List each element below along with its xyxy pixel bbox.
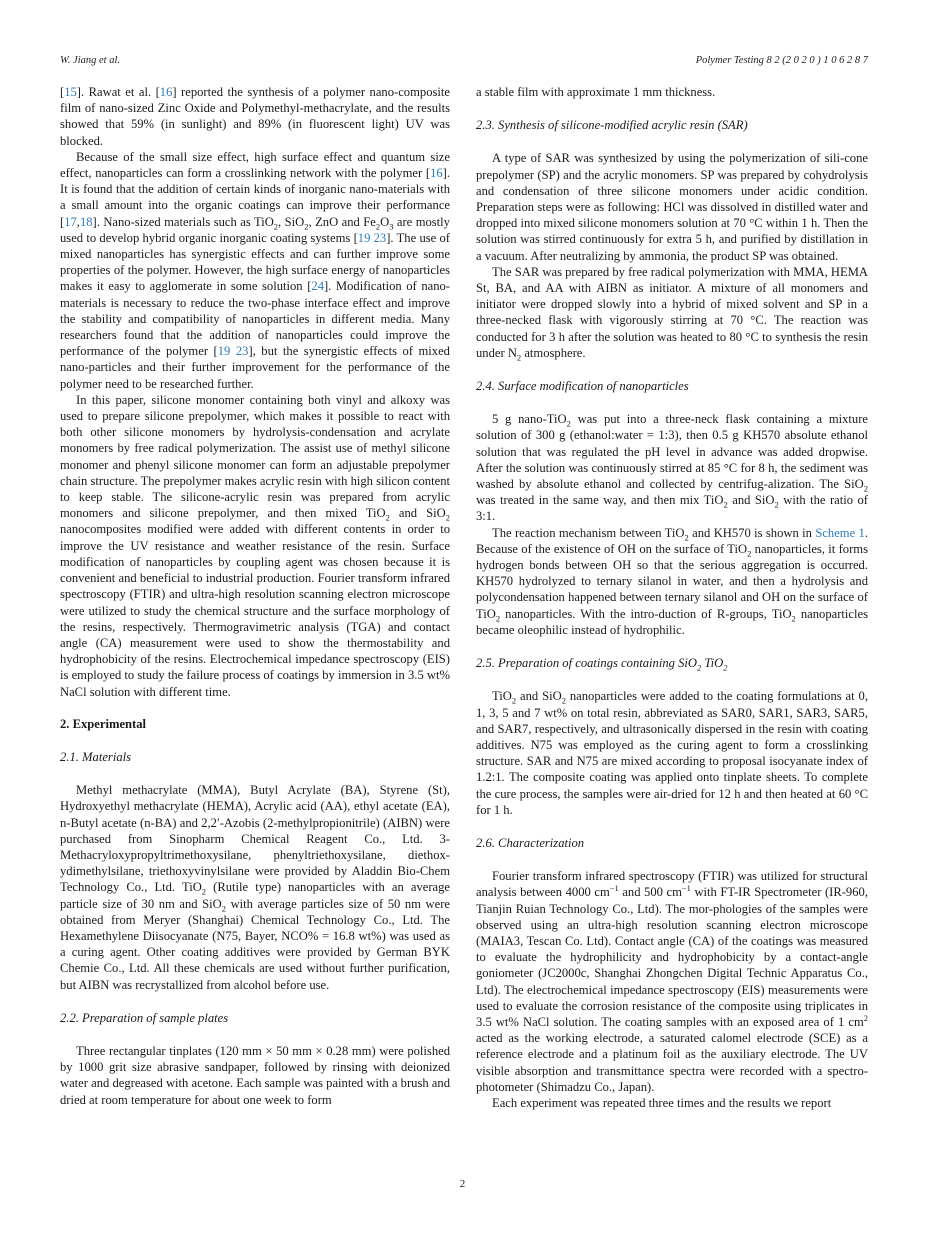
citation-link[interactable]: 16 <box>159 85 173 99</box>
subsection-heading: 2.5. Preparation of coatings containing SiO$_2$ TiO$_2$ <box>476 656 728 673</box>
page-number: 2 <box>459 1178 466 1190</box>
paragraph: Because of the small size effect, high surface effect and quantum size effect, nanoparticles can form a crosslinking network with the polymer [16]. It is found that the addition of certain kinds of inorganic nano-materials with a small amount into the organic coatings can improve their performance [17,18]. Nano-sized materials such as TiO$_2$, SiO$_2$, ZnO and $Fe_2O_3$ are mostly used to develop hybrid organic inorganic coating systems [19 23]. The use of mixed nanoparticles has synergistic effects and can further improve some properties of the polymer. However, the high surface energy of nanoparticles makes it easy to agglomerate in some solution [24]. Modification of nano-materials is necessary to reduce the two-phase interface effect and improve the stability and compatibility of nanoparticles in different media. Many researchers found that the addition of nanoparticles could improve the performance of the polymer [19 23], but the synergistic effects of mixed nano-particles and their further improvement for the performance of the polymer need to be researched further. <box>60 149 450 391</box>
paragraph: Methyl methacrylate (MMA), Butyl Acrylate (BA), Styrene (St), Hydroxyethyl methacrylate (HEMA), Acrylic acid (AA), ethyl acetate (EA), n-Butyl acetate (n-BA) and 2,2′-Azobis (2-methylpropionitrile) (AIBN) were purchased from Sinopharm Chemical Reagent Co., Ltd. 3-Methacryloxypropyltrimethoxysilane, phenyltriethoxysilane, diethox-ydimethylsilane, triethoxyvinylsilane were provided by Aladdin Bio-Chem Technology Co., Ltd. TiO$_2$ (Rutile type) nanoparticles with an average particle size of 30 nm and SiO$_2$ with average particles size of 50 nm were obtained from Meryer (Shanghai) Chemical Technology Co., Ltd. The Hexamethylene Diisocyanate (N75, Bayer, NCO% = 16.8 wt%) was used as a curing agent. Other coating additives were provided by German BYK Chemie Co., Ltd. All these chemicals are used without further purification, but AIBN was recrystallized from alcohol before use. <box>60 783 451 992</box>
paragraph: Three rectangular tinplates (120 mm × 50 mm × 0.28 mm) were polished by 1000 grit size abrasive sandpaper, followed by rinsing with deionized water and degreased with acetone. Each sample was painted with a brush and dried at room temperature for about one week to form <box>60 1043 450 1107</box>
running-header-journal: Polymer Testing 8 2 (2 0 2 0 ) 1 0 6 2 8 7 <box>695 55 868 66</box>
paragraph: The reaction mechanism between TiO$_2$ and KH570 is shown in Scheme 1. Because of the existence of OH on the surface of TiO$_2$ nanoparticles, it forms hydrogen bonds between OH so that the serious aggregation is occurred. KH570 hydrolyzed to ternary silanol in water, and then a hydrolysis and polycondensation happened between ternary silanol and OH on the surface of TiO$_2$ nanoparticles. With the intro-duction of R-groups, TiO$_2$ nanoparticles became oleophilic instead of hydrophilic. <box>476 525 869 637</box>
subsection-heading: 2.6. Characterization <box>476 835 585 850</box>
subsection-heading: 2.1. Materials <box>60 749 132 764</box>
section-heading: 2. Experimental <box>60 716 147 731</box>
citation-link[interactable]: 18 <box>79 214 93 229</box>
subsection-heading: 2.2. Preparation of sample plates <box>60 1010 229 1025</box>
subsection-heading: 2.4. Surface modification of nanoparticles <box>476 379 689 394</box>
right-column <box>476 84 868 1111</box>
scheme-link[interactable]: Scheme 1 <box>815 525 865 540</box>
paragraph: [15]. Rawat et al. [16] reported the synthesis of a polymer nano-composite film of nano-sized Zinc Oxide and Polymethyl-methacrylate, and the results showed that 59% (in sunlight) and 89% (in fluorescent light) UV was blocked. <box>60 85 450 148</box>
paragraph: In this paper, silicone monomer containing both vinyl and alkoxy was used to prepare silicone prepolymer, which makes it possible to react with both other silicone monomers by hydrolysis-condensation and acrylate monomers by free radical polymerization. The assist use of methyl silicone monomer and phenyl silicone monomer can form an adjustable prepolymer chain structure. The prepolymer makes acrylic resin with high silicon content to keep stable. The silicone-acrylic resin was prepared from acrylic monomers and silicone prepolymer, and then mixed TiO$_2$ and SiO$_2$ nanocomposites modified were added with different contents in order to improve the UV resistance and weather resistance of the resin. Surface modification of nanoparticles by coupling agent was chosen because it is convenient and beneficial to industrial production. Fourier transform infrared spectroscopy (FTIR) and ultra-high resolution scanning electron microscope were utilized to study the chemical structure and the surface morphology of the resins, respectively. Thermogravimetric analysis (TGA) and contact angle (CA) measurement were used to show the thermostability and hydrophobicity of the resins. Electrochemical impedance spectroscopy (EIS) is employed to study the failure process of coatings by immersion in 3.5 wt% NaCl solution with different time. <box>60 392 450 699</box>
paragraph: A type of SAR was synthesized by using the polymerization of sili-cone prepolymer (SP) and the acrylic monomers. SP was prepared by cohydrolysis and condensation of three silicone monomers under acidic condition. Preparation steps were as following: HCl was dissolved in distilled water and dropped into mixed silicone monomers solution at 70 °C within 1 h. Then the solution was stirred continuously for extra 5 h, and purified by distillation in a vacuum. After neutralizing by ammonia, the product SP was obtained. <box>476 151 868 263</box>
paragraph: Each experiment was repeated three times and the results we report <box>492 1095 832 1110</box>
citation-link[interactable]: 19 23 <box>357 230 387 245</box>
citation-link[interactable]: 16 <box>430 166 443 181</box>
paragraph: 5 g nano-TiO$_2$ was put into a three-neck flask containing a mixture solution of 300 g (ethanol:water = 1:3), then 0.5 g KH570 absolute ethanol solution that was regulated the pH level in advance was added dropwise. After the solution was continuously stirred at 85 °C for 8 h, the sediment was washed by absolute ethanol and collected by centrifug-alization. The SiO$_2$ was treated in the same way, and then mix TiO$_2$ and SiO$_2$ with the ratio of 3:1. <box>476 412 868 524</box>
paragraph: Fourier transform infrared spectroscopy (FTIR) was utilized for structural analysis between 4000 $cm^{-1}$ and 500 $cm^{-1}$ with FT-IR Spectrometer (IR-960, Tianjin Ruian Technology Co., Ltd). The mor-phologies of the samples were observed using an ultra-high resolution scanning electron microscope (MAIA3, Tescan Co. Ltd). Contact angle (CA) of the coatings was measured to evaluate the hydrophilicity and hydrophobicity by a contact-angle goniometer (JC2000c, Shanghai Zhongchen Digital Technic Apparatus Co., Ltd). The electrochemical impedance spectroscopy (EIS) measurements were used to evaluate the corrosion resistance of the composite using triplicates in 3.5 wt% NaCl solution. The coating samples with an exposed area of 1 $cm^2$ acted as the working electrode, a saturated calomel electrode (SCE) as a reference electrode and a platinum foil as the auxiliary electrode. The UV visible absorption and transmittance spectra were recorded with a spectro-photometer (Shimadzu Co., Japan). <box>476 869 868 1094</box>
citation-link[interactable]: 24 <box>311 279 324 294</box>
citation-link[interactable]: 19 23 <box>217 344 249 359</box>
citation-link[interactable]: 17 <box>64 214 77 229</box>
running-header-authors: W. Jiang et al. <box>60 55 120 66</box>
citation-link[interactable]: 15 <box>64 85 77 99</box>
paragraph: The SAR was prepared by free radical polymerization with MMA, HEMA St, BA, and AA with AIBN as initiator. A mixture of all monomers and initiator were dropped slowly into a hybrid of mixed solvent and SP in a three-necked flask with vigorously stirring at 70 °C. The reaction was conducted for 3 h after the solution was heated to 80 °C to synthesis the resin under $N_2$ atmosphere. <box>476 264 868 363</box>
left-column <box>60 84 450 1108</box>
subsection-heading: 2.3. Synthesis of silicone-modified acrylic resin (SAR) <box>476 118 748 133</box>
paragraph: a stable film with approximate 1 mm thickness. <box>476 85 716 99</box>
paragraph: TiO$_2$ and SiO$_2$ nanoparticles were added to the coating formulations at 0, 1, 3, 5 and 7 wt% on total resin, abbreviated as SAR0, SAR1, SAR3, SAR5, and SAR7, respectively, and ultrasonically dispersed in the resin with coating additives. N75 was employed as the curing agent to form a crosslinking structure. SAR and N75 are mixed according to proposal isocyanate index of 1.2:1. The composite coating was applied onto tinplate sheets. To complete the cure process, the samples were air-dried for 12 h and then heated at 60 °C for 1 h. <box>476 689 868 817</box>
